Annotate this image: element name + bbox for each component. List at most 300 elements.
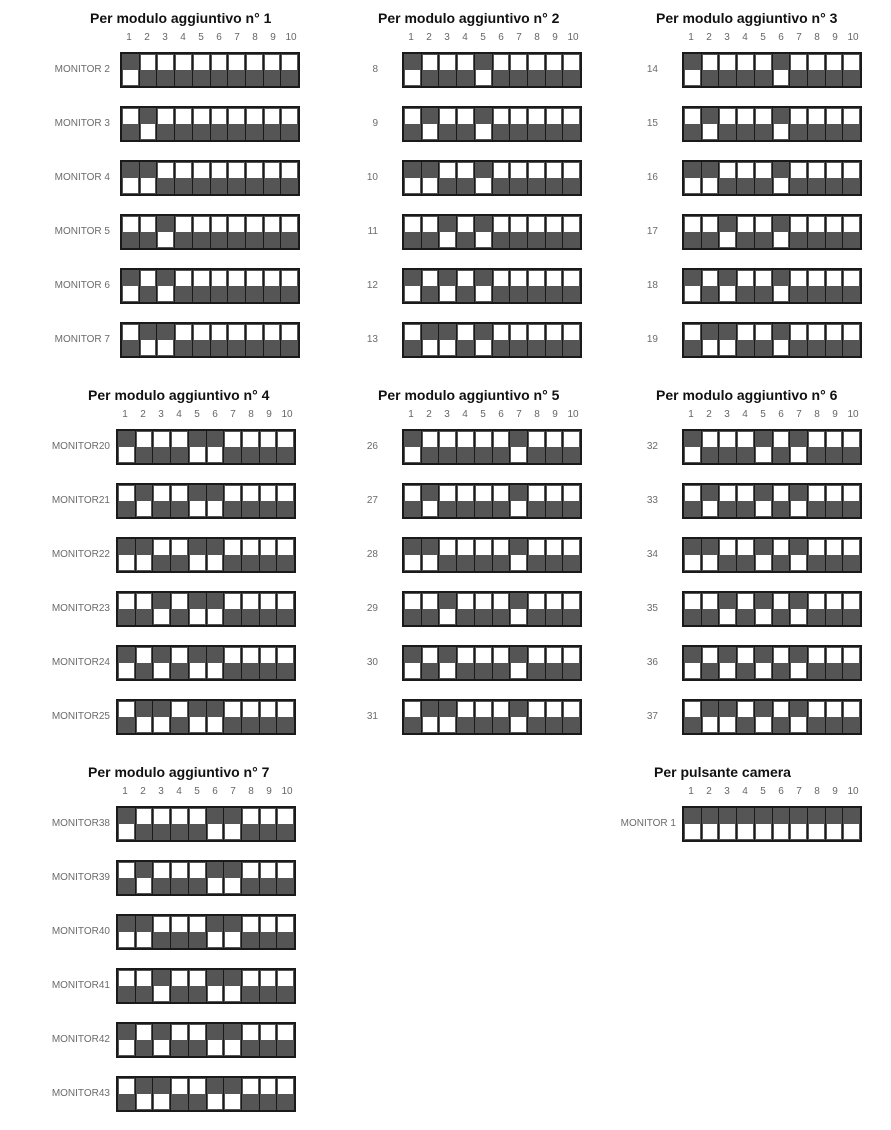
switch-number: 3: [158, 409, 164, 420]
switch-slot-down: [405, 286, 420, 301]
dip-switch-6: [207, 1078, 225, 1110]
row-label: 14: [646, 64, 658, 75]
dip-switch-2: [140, 162, 158, 194]
switch-slot-up: [176, 109, 191, 124]
switch-slot-up: [774, 486, 789, 501]
dip-switch-2: [702, 162, 720, 194]
switch-slot-down: [809, 824, 824, 839]
dip-switch-10: [281, 54, 298, 86]
dip-switch-8: [528, 162, 546, 194]
switch-slot-up: [844, 217, 859, 232]
switch-slot-down: [476, 70, 491, 85]
section-m3: [596, 10, 891, 376]
switch-slot-up: [119, 971, 134, 986]
switch-number: 1: [688, 409, 694, 420]
dip-switch-10: [563, 270, 580, 302]
switch-slot-up: [194, 325, 209, 340]
dip-switch-3: [439, 431, 457, 463]
switch-number: 4: [176, 409, 182, 420]
switch-number: 5: [760, 409, 766, 420]
dip-switch-5: [189, 808, 207, 840]
dip-switch-7: [510, 539, 528, 571]
dip-switch-7: [224, 862, 242, 894]
dip-switch-2: [422, 485, 440, 517]
dip-switch-block: [682, 483, 862, 519]
switch-slot-up: [229, 271, 244, 286]
row-label: 13: [366, 334, 378, 345]
dip-switch-5: [475, 216, 493, 248]
dip-switch-6: [773, 701, 791, 733]
dip-switch-10: [843, 216, 860, 248]
switch-number: 6: [778, 32, 784, 43]
row-label: 33: [646, 495, 658, 506]
dip-switch-block: [120, 160, 300, 196]
switch-slot-down: [208, 501, 223, 516]
dip-switch-9: [826, 216, 844, 248]
switch-slot-down: [423, 555, 438, 570]
row-label: MONITOR 5: [54, 226, 110, 237]
switch-slot-down: [154, 609, 169, 624]
dip-switch-1: [122, 270, 140, 302]
switch-slot-up: [547, 325, 562, 340]
switch-slot-up: [212, 163, 227, 178]
dip-switch-1: [404, 593, 422, 625]
dip-switch-block: [402, 322, 582, 358]
switch-number: 8: [248, 409, 254, 420]
row-label: 28: [366, 549, 378, 560]
switch-slot-down: [774, 232, 789, 247]
switch-slot-down: [119, 555, 134, 570]
row-label: 17: [646, 226, 658, 237]
row-label: 37: [646, 711, 658, 722]
dip-switch-8: [808, 216, 826, 248]
switch-slot-up: [738, 594, 753, 609]
switch-slot-up: [261, 594, 276, 609]
switch-slot-up: [458, 432, 473, 447]
switch-slot-up: [547, 109, 562, 124]
row-label: MONITOR23: [51, 603, 110, 614]
dip-switch-5: [475, 593, 493, 625]
switch-slot-up: [225, 648, 240, 663]
switch-slot-up: [529, 594, 544, 609]
dip-switch-1: [404, 701, 422, 733]
switch-number: 6: [498, 409, 504, 420]
dip-switch-1: [684, 431, 702, 463]
switch-slot-down: [827, 824, 842, 839]
dip-switch-6: [493, 485, 511, 517]
switch-slot-up: [172, 809, 187, 824]
switch-slot-up: [547, 217, 562, 232]
switch-slot-up: [172, 702, 187, 717]
switch-slot-up: [494, 594, 509, 609]
dip-switch-block: [402, 591, 582, 627]
switch-slot-up: [494, 702, 509, 717]
switch-slot-up: [844, 271, 859, 286]
dip-switch-7: [224, 1078, 242, 1110]
switch-slot-down: [791, 663, 806, 678]
switch-slot-up: [827, 540, 842, 555]
switch-slot-down: [720, 286, 735, 301]
dip-switch-9: [826, 54, 844, 86]
switch-slot-up: [440, 486, 455, 501]
switch-slot-up: [738, 648, 753, 663]
dip-switch-4: [737, 108, 755, 140]
switch-slot-down: [190, 501, 205, 516]
switch-slot-down: [440, 232, 455, 247]
switch-slot-up: [158, 109, 173, 124]
dip-switch-8: [242, 1024, 260, 1056]
switch-slot-down: [208, 555, 223, 570]
dip-switch-9: [546, 54, 564, 86]
switch-slot-down: [703, 340, 718, 355]
switch-slot-down: [476, 232, 491, 247]
switch-slot-up: [458, 109, 473, 124]
dip-switch-3: [153, 701, 171, 733]
switch-slot-down: [208, 663, 223, 678]
switch-slot-up: [265, 109, 280, 124]
switch-slot-up: [405, 217, 420, 232]
dip-switch-block: [402, 106, 582, 142]
switch-number: 3: [162, 32, 168, 43]
switch-slot-up: [756, 217, 771, 232]
switch-slot-down: [791, 824, 806, 839]
switch-slot-up: [194, 217, 209, 232]
switch-slot-down: [137, 717, 152, 732]
dip-switch-4: [737, 485, 755, 517]
dip-switch-9: [826, 593, 844, 625]
dip-switch-5: [189, 970, 207, 1002]
dip-switch-3: [719, 485, 737, 517]
dip-switch-1: [404, 216, 422, 248]
switch-slot-up: [423, 217, 438, 232]
dip-switch-6: [773, 324, 791, 356]
switch-slot-up: [119, 486, 134, 501]
switch-slot-up: [564, 540, 579, 555]
dip-switch-3: [153, 539, 171, 571]
section-m7: [4, 764, 314, 1130]
switch-row: [4, 645, 296, 681]
dip-switch-10: [563, 539, 580, 571]
switch-slot-down: [158, 340, 173, 355]
switch-row: [10, 106, 300, 142]
switch-slot-up: [494, 271, 509, 286]
dip-switch-block: [120, 322, 300, 358]
switch-slot-up: [703, 271, 718, 286]
dip-switch-7: [224, 701, 242, 733]
switch-slot-up: [720, 486, 735, 501]
switch-numbers: [116, 409, 296, 421]
dip-switch-6: [493, 54, 511, 86]
dip-switch-1: [404, 324, 422, 356]
switch-slot-up: [511, 55, 526, 70]
dip-switch-1: [118, 916, 136, 948]
dip-switch-9: [546, 485, 564, 517]
dip-switch-7: [790, 162, 808, 194]
dip-switch-6: [211, 270, 229, 302]
dip-switch-10: [563, 324, 580, 356]
switch-slot-up: [564, 486, 579, 501]
switch-slot-up: [278, 702, 293, 717]
dip-switch-3: [719, 324, 737, 356]
switch-slot-up: [243, 1079, 258, 1094]
dip-switch-10: [563, 593, 580, 625]
switch-slot-up: [476, 432, 491, 447]
switch-slot-up: [529, 109, 544, 124]
switch-slot-up: [265, 325, 280, 340]
switch-row: [4, 968, 296, 1004]
switch-slot-down: [440, 717, 455, 732]
switch-slot-up: [791, 271, 806, 286]
dip-switch-9: [546, 593, 564, 625]
dip-switch-8: [528, 593, 546, 625]
dip-switch-5: [189, 916, 207, 948]
switch-slot-down: [440, 663, 455, 678]
row-label: 36: [646, 657, 658, 668]
dip-switch-5: [189, 593, 207, 625]
switch-slot-up: [529, 648, 544, 663]
dip-switch-block: [120, 52, 300, 88]
switch-slot-up: [172, 594, 187, 609]
switch-slot-down: [720, 717, 735, 732]
dip-switch-1: [122, 216, 140, 248]
dip-switch-8: [528, 324, 546, 356]
switch-number: 4: [176, 786, 182, 797]
switch-slot-up: [247, 325, 262, 340]
dip-switch-1: [684, 808, 702, 840]
switch-slot-down: [208, 878, 223, 893]
dip-switch-3: [157, 216, 175, 248]
switch-slot-up: [243, 1025, 258, 1040]
dip-switch-10: [843, 701, 860, 733]
dip-switch-10: [281, 270, 298, 302]
switch-slot-down: [756, 609, 771, 624]
switch-slot-up: [225, 594, 240, 609]
dip-switch-1: [684, 270, 702, 302]
dip-switch-9: [546, 216, 564, 248]
dip-switch-4: [171, 970, 189, 1002]
dip-switch-9: [546, 701, 564, 733]
switch-slot-down: [685, 555, 700, 570]
dip-switch-9: [260, 593, 278, 625]
switch-row: [596, 699, 862, 735]
switch-numbers: [682, 786, 862, 798]
dip-switch-6: [211, 54, 229, 86]
switch-slot-up: [547, 432, 562, 447]
dip-switch-4: [737, 539, 755, 571]
switch-slot-up: [685, 594, 700, 609]
section-m1: [10, 10, 320, 376]
dip-switch-4: [737, 431, 755, 463]
dip-switch-5: [193, 216, 211, 248]
section-m5: [318, 387, 628, 753]
switch-slot-down: [791, 501, 806, 516]
dip-switch-6: [773, 647, 791, 679]
dip-switch-10: [277, 1078, 294, 1110]
switch-slot-up: [440, 55, 455, 70]
dip-switch-5: [189, 485, 207, 517]
dip-switch-9: [264, 270, 282, 302]
dip-switch-6: [211, 324, 229, 356]
switch-numbers: [682, 409, 862, 421]
dip-switch-3: [719, 162, 737, 194]
dip-switch-8: [808, 162, 826, 194]
switch-slot-up: [190, 917, 205, 932]
switch-slot-up: [564, 163, 579, 178]
dip-switch-5: [475, 270, 493, 302]
dip-switch-block: [402, 52, 582, 88]
dip-switch-8: [528, 108, 546, 140]
switch-number: 2: [706, 32, 712, 43]
dip-switch-7: [228, 162, 246, 194]
switch-number: 8: [814, 32, 820, 43]
dip-switch-7: [790, 216, 808, 248]
dip-switch-2: [702, 593, 720, 625]
switch-slot-up: [494, 540, 509, 555]
dip-switch-1: [118, 647, 136, 679]
dip-switch-1: [118, 862, 136, 894]
dip-switch-block: [116, 591, 296, 627]
dip-switch-9: [546, 431, 564, 463]
switch-slot-down: [774, 70, 789, 85]
switch-slot-up: [685, 486, 700, 501]
dip-switch-3: [719, 108, 737, 140]
switch-number: 7: [230, 786, 236, 797]
switch-number: 2: [140, 786, 146, 797]
dip-switch-10: [843, 808, 860, 840]
dip-switch-7: [510, 108, 528, 140]
switch-slot-up: [458, 702, 473, 717]
switch-row: [318, 699, 582, 735]
switch-slot-up: [720, 109, 735, 124]
dip-switch-7: [224, 970, 242, 1002]
switch-slot-up: [243, 648, 258, 663]
dip-switch-10: [281, 216, 298, 248]
switch-slot-down: [123, 286, 138, 301]
switch-slot-up: [703, 432, 718, 447]
switch-slot-up: [137, 809, 152, 824]
dip-switch-7: [224, 808, 242, 840]
section-title: Per modulo aggiuntivo n° 5: [378, 387, 560, 403]
dip-switch-3: [153, 1078, 171, 1110]
switch-slot-up: [827, 648, 842, 663]
switch-slot-down: [756, 663, 771, 678]
switch-slot-up: [791, 325, 806, 340]
switch-slot-down: [137, 555, 152, 570]
dip-switch-5: [189, 1078, 207, 1110]
switch-slot-up: [194, 271, 209, 286]
switch-number: 4: [462, 409, 468, 420]
switch-slot-down: [703, 824, 718, 839]
dip-switch-3: [439, 324, 457, 356]
switch-number: 3: [724, 786, 730, 797]
dip-switch-block: [116, 645, 296, 681]
switch-slot-up: [243, 809, 258, 824]
switch-slot-up: [844, 702, 859, 717]
dip-switch-7: [510, 324, 528, 356]
switch-row: [10, 322, 300, 358]
switch-slot-up: [547, 702, 562, 717]
dip-switch-9: [260, 431, 278, 463]
switch-row: [318, 106, 582, 142]
dip-switch-4: [171, 593, 189, 625]
switch-slot-up: [141, 271, 156, 286]
switch-slot-up: [685, 702, 700, 717]
switch-slot-down: [440, 340, 455, 355]
dip-switch-10: [843, 539, 860, 571]
switch-slot-down: [703, 717, 718, 732]
switch-slot-up: [243, 594, 258, 609]
dip-switch-7: [224, 485, 242, 517]
switch-slot-up: [529, 432, 544, 447]
switch-number: 9: [266, 786, 272, 797]
row-label: MONITOR21: [51, 495, 110, 506]
dip-switch-3: [439, 162, 457, 194]
dip-switch-10: [843, 431, 860, 463]
dip-switch-3: [719, 647, 737, 679]
switch-number: 5: [198, 32, 204, 43]
switch-slot-down: [685, 663, 700, 678]
dip-switch-block: [116, 1022, 296, 1058]
switch-number: 10: [281, 786, 293, 797]
switch-slot-down: [225, 932, 240, 947]
dip-switch-8: [528, 270, 546, 302]
switch-slot-up: [154, 809, 169, 824]
switch-slot-down: [208, 609, 223, 624]
dip-switch-5: [755, 270, 773, 302]
dip-switch-9: [264, 54, 282, 86]
dip-switch-1: [118, 539, 136, 571]
switch-row: [10, 52, 300, 88]
dip-switch-block: [116, 1076, 296, 1112]
dip-switch-5: [475, 54, 493, 86]
dip-switch-2: [136, 970, 154, 1002]
dip-switch-9: [826, 647, 844, 679]
switch-slot-down: [511, 555, 526, 570]
dip-switch-2: [136, 1078, 154, 1110]
section-title: Per pulsante camera: [654, 764, 791, 780]
dip-switch-2: [702, 431, 720, 463]
dip-switch-5: [755, 431, 773, 463]
switch-slot-down: [141, 178, 156, 193]
dip-switch-8: [528, 647, 546, 679]
dip-switch-block: [402, 645, 582, 681]
dip-switch-9: [260, 1024, 278, 1056]
dip-switch-2: [140, 216, 158, 248]
dip-switch-5: [475, 324, 493, 356]
row-label: MONITOR24: [51, 657, 110, 668]
row-label: 32: [646, 441, 658, 452]
switch-row: [596, 537, 862, 573]
dip-switch-6: [493, 701, 511, 733]
switch-number: 8: [534, 409, 540, 420]
dip-switch-8: [242, 701, 260, 733]
dip-switch-5: [755, 701, 773, 733]
dip-switch-2: [422, 54, 440, 86]
dip-switch-9: [546, 539, 564, 571]
dip-switch-9: [260, 647, 278, 679]
dip-switch-7: [224, 431, 242, 463]
dip-switch-block: [120, 214, 300, 250]
switch-slot-up: [791, 109, 806, 124]
dip-switch-10: [843, 593, 860, 625]
switch-slot-up: [119, 1079, 134, 1094]
switch-number: 1: [126, 32, 132, 43]
dip-switch-5: [475, 108, 493, 140]
dip-switch-10: [277, 701, 294, 733]
dip-switch-4: [457, 431, 475, 463]
dip-switch-2: [136, 647, 154, 679]
dip-switch-6: [773, 216, 791, 248]
